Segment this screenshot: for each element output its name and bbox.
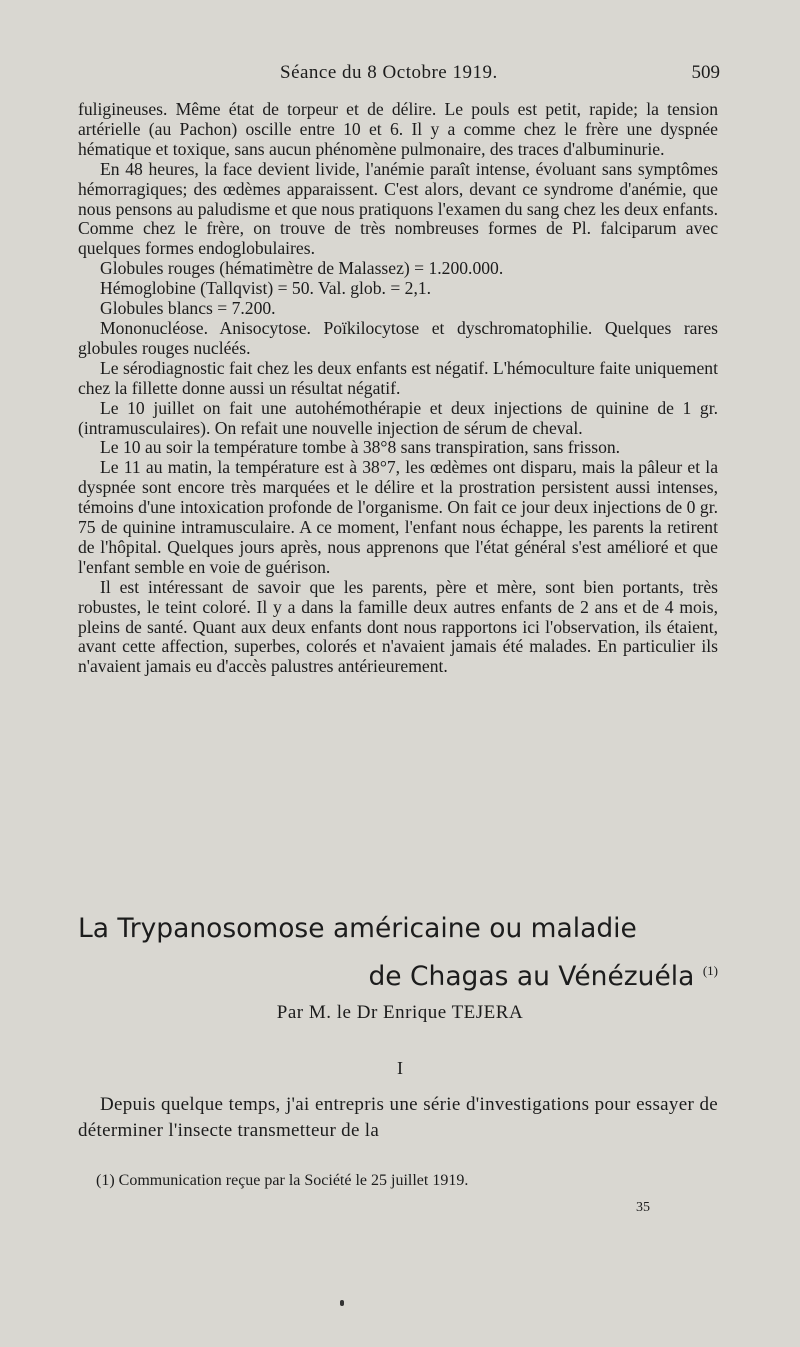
footnote: (1) Communication reçue par la Société le 25 juillet 1919.	[96, 1172, 469, 1189]
article-title-line-2	[78, 950, 738, 998]
paragraph: Il est intéressant de savoir que les parents, père et mère, sont bien portants, très robustes, le teint coloré. Il y a dans la famille deux autres enfants de 2 ans et de 4 mois, pleins de santé. Quant aux deux enfants dont nous rapportons ici l'observation, ils étaient, avant cette affection, superbes, colorés et n'avaient jamais été malades. En particulier ils n'avaient jamais eu d'accès palustres antérieurement.	[78, 576, 718, 677]
signature-mark: 35	[636, 1200, 650, 1215]
paragraph: Le 10 juillet on fait une autohémothérapie et deux injections de quinine de 1 gr. (intramusculaires). On refait une nouvelle injection de sérum de cheval.	[78, 397, 718, 438]
article-title	[78, 908, 738, 998]
body-text	[78, 100, 718, 677]
paragraph: Depuis quelque temps, j'ai entrepris une série d'investigations pour essayer de déterminer l'insecte transmetteur de la	[78, 1094, 718, 1141]
footnote-reference: (1)	[702, 963, 718, 978]
lab-result-line: Hémoglobine (Tallqvist) = 50. Val. glob. = 2,1.	[100, 278, 432, 299]
section-number: I	[397, 1058, 403, 1078]
page-number: 509	[691, 62, 720, 83]
article-title-line-2-text: de Chagas au Vénézuéla	[368, 960, 695, 992]
lab-result-line: Globules rouges (hématimètre de Malassez) = 1.200.000.	[100, 258, 504, 279]
paragraph: fuligineuses. Même état de torpeur et de délire. Le pouls est petit, rapide; la tension artérielle (au Pachon) oscille entre 10 et 6. Il y a comme chez le frère une dyspnée hématique et toxique, sans aucun phénomène pulmonaire, des traces d'albuminurie.	[78, 99, 718, 159]
article-title-line-1: La Trypanosomose américaine ou maladie	[78, 913, 637, 944]
running-head-title: Séance du 8 Octobre 1919.	[280, 62, 498, 83]
lab-result-line: Globules blancs = 7.200.	[100, 298, 276, 319]
ink-speck	[340, 1300, 344, 1306]
paragraph: Le 10 au soir la température tombe à 38°8 sans transpiration, sans frisson.	[100, 437, 621, 458]
author-byline: Par M. le Dr Enrique TEJERA	[276, 1002, 524, 1023]
article-intro	[78, 1092, 718, 1144]
paragraph: En 48 heures, la face devient livide, l'anémie paraît intense, évoluant sans symptômes hémorragiques; des œdèmes apparaissent. C'est alors, devant ce syndrome d'anémie, que nous pensons au paludisme et que nous pratiquons l'examen du sang chez les deux enfants. Comme chez le frère, on trouve de très nombreuses formes de Pl. falciparum avec quelques formes endoglobulaires.	[78, 158, 718, 259]
paragraph: Le 11 au matin, la température est à 38°7, les œdèmes ont disparu, mais la pâleur et la dyspnée sont encore très marquées et le délire et la prostration persistent aussi intenses, témoins d'une intoxication profonde de l'organisme. On fait ce jour deux injections de 0 gr. 75 de quinine intramusculaire. A ce moment, l'enfant nous échappe, les parents la retirent de l'hôpital. Quelques jours après, nous apprenons que l'état général s'est amélioré et que l'enfant semble en voie de guérison.	[78, 457, 718, 577]
running-head	[0, 62, 800, 86]
paragraph: Mononucléose. Anisocytose. Poïkilocytose et dyschromatophilie. Quelques rares globules rouges nucléés.	[78, 317, 718, 358]
paragraph: Le sérodiagnostic fait chez les deux enfants est négatif. L'hémoculture faite uniquement chez la fillette donne aussi un résultat négatif.	[78, 357, 718, 398]
